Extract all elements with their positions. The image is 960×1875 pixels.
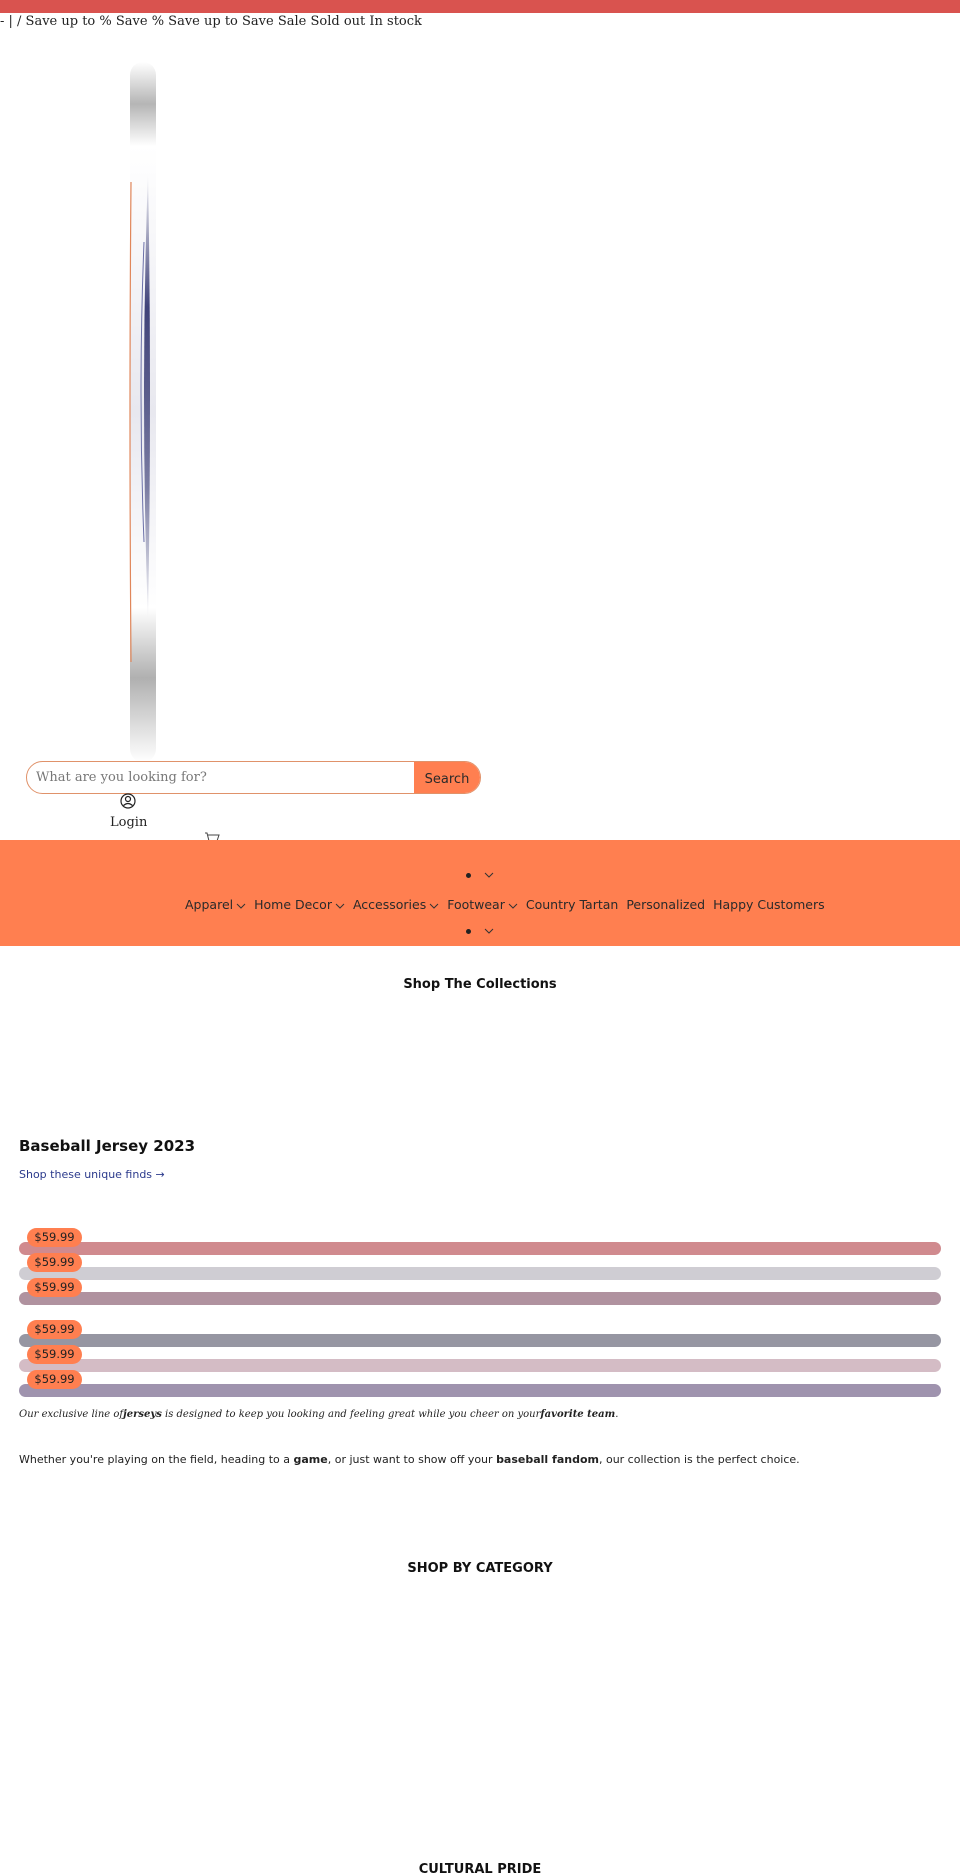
product-image[interactable] <box>19 1334 941 1347</box>
chevron-down-icon <box>508 903 518 909</box>
collections-heading: Shop The Collections <box>403 977 557 992</box>
chevron-down-icon <box>236 903 246 909</box>
product-image[interactable] <box>19 1267 941 1280</box>
search-button[interactable]: Search <box>414 762 480 793</box>
cultural-pride-heading: CULTURAL PRIDE <box>418 1862 542 1875</box>
product-image[interactable] <box>19 1384 941 1397</box>
collection-title: Baseball Jersey 2023 <box>19 1137 196 1155</box>
product-image[interactable] <box>19 1242 941 1255</box>
product-image[interactable] <box>19 1292 941 1305</box>
nav-item-happy-customers[interactable]: Happy Customers <box>713 897 825 912</box>
nav-item-personalized[interactable]: Personalized <box>626 897 706 912</box>
price-badge: $59.99 <box>27 1345 82 1364</box>
bullet-icon <box>466 873 471 878</box>
login-link[interactable]: Login <box>110 815 148 830</box>
collection-intro: Our exclusive line ofjerseys is designed to keep you looking and feeling great while you cheer on yourfavorite team. <box>19 1409 619 1420</box>
nav-links <box>185 897 829 912</box>
collection-description: Whether you're playing on the field, heading to a game, or just want to show off your baseball fandom, our collection is the perfect choice. <box>19 1453 800 1466</box>
nav-item-home-decor[interactable]: Home Decor <box>254 897 345 912</box>
user-icon[interactable] <box>120 793 136 809</box>
announcement-ticker: - | / Save up to % Save % Save up to Save Sale Sold out In stock <box>0 14 422 29</box>
bullet-icon <box>466 929 471 934</box>
announcement-bar <box>0 0 960 13</box>
nav-bullet-row <box>466 870 494 881</box>
chevron-down-icon <box>335 903 345 909</box>
price-badge: $59.99 <box>27 1370 82 1389</box>
category-heading: SHOP BY CATEGORY <box>407 1561 553 1576</box>
search-input[interactable] <box>27 762 415 793</box>
logo-image <box>128 62 158 762</box>
product-image[interactable] <box>19 1359 941 1372</box>
price-badge: $59.99 <box>27 1320 82 1339</box>
nav-item-apparel[interactable]: Apparel <box>185 897 246 912</box>
nav-item-footwear[interactable]: Footwear <box>447 897 518 912</box>
price-badge: $59.99 <box>27 1228 82 1247</box>
shop-finds-link[interactable]: Shop these unique finds → <box>19 1168 165 1181</box>
price-badge: $59.99 <box>27 1278 82 1297</box>
price-badge: $59.99 <box>27 1253 82 1272</box>
main-nav <box>0 840 960 946</box>
chevron-down-icon <box>429 903 439 909</box>
chevron-down-icon[interactable] <box>484 928 494 934</box>
nav-bullet-row <box>466 926 494 937</box>
nav-item-country-tartan[interactable]: Country Tartan <box>525 897 619 912</box>
search-bar <box>26 761 481 794</box>
chevron-down-icon[interactable] <box>484 872 494 878</box>
nav-item-accessories[interactable]: Accessories <box>353 897 439 912</box>
